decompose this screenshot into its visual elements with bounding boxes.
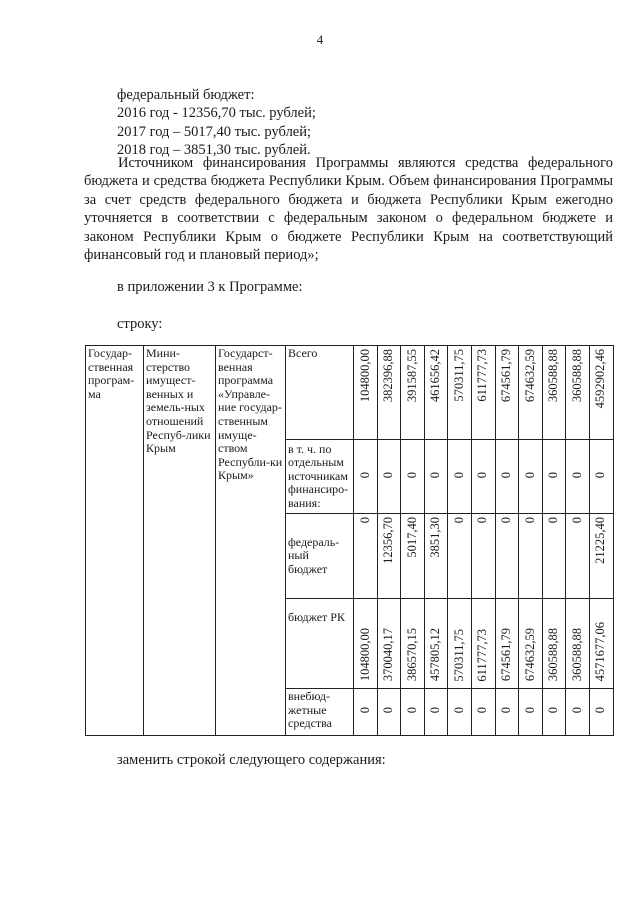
value-text: 0 bbox=[357, 471, 372, 478]
table-row bbox=[86, 346, 614, 440]
value-cell bbox=[354, 599, 378, 689]
value-cell bbox=[519, 599, 543, 689]
value-cell bbox=[566, 689, 590, 736]
value-text: 0 bbox=[475, 707, 490, 714]
value-text: 611777,73 bbox=[475, 349, 490, 402]
intro-year-line: 2018 год – 3851,30 тыс. рублей. bbox=[117, 142, 311, 159]
value-cell bbox=[542, 689, 566, 736]
value-cell bbox=[495, 346, 519, 440]
value-cell bbox=[542, 346, 566, 440]
value-text: 3851,30 bbox=[428, 517, 443, 558]
value-text: 4571677,06 bbox=[593, 622, 608, 682]
value-cell bbox=[448, 689, 472, 736]
value-cell bbox=[589, 514, 613, 599]
value-cell bbox=[495, 689, 519, 736]
value-text: 461656,42 bbox=[428, 349, 443, 403]
intro-year-line: 2017 год – 5017,40 тыс. рублей; bbox=[117, 123, 312, 140]
value-text: 0 bbox=[381, 707, 396, 714]
value-text: 0 bbox=[499, 471, 514, 478]
value-text: 382396,88 bbox=[381, 349, 396, 403]
value-cell bbox=[495, 599, 519, 689]
value-text: 0 bbox=[451, 471, 466, 478]
value-text: 0 bbox=[404, 471, 419, 478]
value-cell bbox=[589, 599, 613, 689]
funding-source-paragraph: Источником финансирования Программы являются средства федерального бюджета и средства бюджета Республики Крым. Объем финансирования Программы за счет средств федерального бюджета и бюджета Республики Крым ежегодно уточняется в соответствии с федеральным законом о федеральном бюджете и законом Республики Крым о бюджете Республики Крым на соответствующий финансовый год и плановый период»; bbox=[84, 155, 613, 264]
row-label-cell: в т. ч. по отдельным источникам финансиро-вания: bbox=[286, 440, 354, 514]
value-cell bbox=[589, 346, 613, 440]
value-text: 360588,88 bbox=[569, 349, 584, 403]
value-text: 0 bbox=[499, 517, 514, 524]
value-cell bbox=[424, 346, 448, 440]
value-cell bbox=[495, 440, 519, 514]
value-cell bbox=[566, 440, 590, 514]
value-text: 0 bbox=[381, 471, 396, 478]
value-text: 104800,00 bbox=[357, 349, 372, 403]
ministry-cell: Мини-стерство имущест-венных и земель-ных отношений Респуб-лики Крым bbox=[144, 346, 216, 736]
replace-line: заменить строкой следующего содержания: bbox=[117, 752, 386, 768]
value-text: 386570,15 bbox=[404, 628, 419, 682]
value-text: 0 bbox=[593, 707, 608, 714]
value-text: 0 bbox=[499, 707, 514, 714]
value-text: 611777,73 bbox=[475, 628, 490, 682]
value-text: 0 bbox=[569, 707, 584, 714]
value-cell bbox=[471, 689, 495, 736]
value-cell bbox=[401, 599, 425, 689]
value-cell bbox=[495, 514, 519, 599]
value-text: 360588,88 bbox=[569, 628, 584, 682]
value-cell bbox=[424, 514, 448, 599]
page-number: 4 bbox=[316, 32, 324, 47]
value-cell bbox=[519, 440, 543, 514]
value-cell bbox=[471, 514, 495, 599]
value-text: 0 bbox=[357, 517, 372, 524]
value-text: 0 bbox=[475, 517, 490, 524]
value-cell bbox=[542, 440, 566, 514]
funding-intro bbox=[117, 86, 557, 160]
value-cell bbox=[377, 689, 401, 736]
value-text: 570311,75 bbox=[451, 349, 466, 402]
value-cell bbox=[377, 346, 401, 440]
value-cell bbox=[401, 346, 425, 440]
program-name-cell: Государст-венная программа «Управле-ние государ-ственным имуще-ством Республи-ки Крым» bbox=[216, 346, 286, 736]
value-text: 370040,17 bbox=[381, 628, 396, 682]
value-cell bbox=[589, 689, 613, 736]
value-text: 0 bbox=[522, 517, 537, 524]
appendix-line: в приложении 3 к Программе: bbox=[117, 279, 303, 295]
value-cell bbox=[377, 514, 401, 599]
value-text: 0 bbox=[569, 517, 584, 524]
value-text: 0 bbox=[404, 707, 419, 714]
value-cell bbox=[354, 514, 378, 599]
value-cell bbox=[542, 599, 566, 689]
value-text: 674561,79 bbox=[499, 349, 514, 403]
value-text: 0 bbox=[428, 471, 443, 478]
value-cell bbox=[401, 689, 425, 736]
intro-year-line: 2016 год - 12356,70 тыс. рублей; bbox=[117, 105, 316, 122]
value-text: 0 bbox=[522, 707, 537, 714]
value-cell bbox=[471, 346, 495, 440]
value-cell bbox=[519, 689, 543, 736]
value-text: 0 bbox=[451, 707, 466, 714]
row-label-cell: федераль-ный бюджет bbox=[286, 514, 354, 599]
value-cell bbox=[448, 440, 472, 514]
value-cell bbox=[424, 440, 448, 514]
value-text: 674561,79 bbox=[499, 628, 514, 682]
financing-table bbox=[85, 345, 614, 736]
program-type-cell: Государ-ственная програм-ма bbox=[86, 346, 144, 736]
intro-heading: федеральный бюджет: bbox=[117, 87, 255, 103]
value-text: 674632,59 bbox=[522, 349, 537, 403]
value-text: 4592902,46 bbox=[593, 349, 608, 409]
row-line: строку: bbox=[117, 316, 163, 332]
value-text: 360588,88 bbox=[546, 628, 561, 682]
value-text: 5017,40 bbox=[404, 517, 419, 558]
value-cell bbox=[542, 514, 566, 599]
value-cell bbox=[589, 440, 613, 514]
value-cell bbox=[519, 346, 543, 440]
value-text: 0 bbox=[546, 517, 561, 524]
value-cell bbox=[471, 599, 495, 689]
value-cell bbox=[401, 440, 425, 514]
value-text: 391587,55 bbox=[404, 349, 419, 403]
value-text: 0 bbox=[451, 517, 466, 524]
value-cell bbox=[448, 346, 472, 440]
row-label-cell: Всего bbox=[286, 346, 354, 440]
value-cell bbox=[424, 599, 448, 689]
value-text: 0 bbox=[428, 707, 443, 714]
value-text: 0 bbox=[593, 471, 608, 478]
value-text: 0 bbox=[546, 471, 561, 478]
value-cell bbox=[566, 346, 590, 440]
value-cell bbox=[354, 689, 378, 736]
value-text: 12356,70 bbox=[381, 517, 396, 564]
value-text: 570311,75 bbox=[451, 628, 466, 682]
value-text: 0 bbox=[475, 471, 490, 478]
value-cell bbox=[566, 514, 590, 599]
value-text: 457805,12 bbox=[428, 628, 443, 682]
value-cell bbox=[377, 440, 401, 514]
value-cell bbox=[471, 440, 495, 514]
row-label-cell: внебюд-жетные средства bbox=[286, 689, 354, 736]
value-cell bbox=[354, 440, 378, 514]
value-cell bbox=[448, 599, 472, 689]
value-cell bbox=[519, 514, 543, 599]
value-text: 0 bbox=[569, 471, 584, 478]
row-label-cell: бюджет РК bbox=[286, 599, 354, 689]
value-cell bbox=[354, 346, 378, 440]
value-cell bbox=[377, 599, 401, 689]
value-text: 0 bbox=[546, 707, 561, 714]
value-text: 0 bbox=[522, 471, 537, 478]
value-cell bbox=[401, 514, 425, 599]
value-text: 21225,40 bbox=[593, 517, 608, 564]
value-text: 104800,00 bbox=[357, 628, 372, 682]
value-text: 360588,88 bbox=[546, 349, 561, 403]
value-cell bbox=[566, 599, 590, 689]
value-cell bbox=[448, 514, 472, 599]
value-cell bbox=[424, 689, 448, 736]
value-text: 0 bbox=[357, 707, 372, 714]
value-text: 674632,59 bbox=[522, 628, 537, 682]
